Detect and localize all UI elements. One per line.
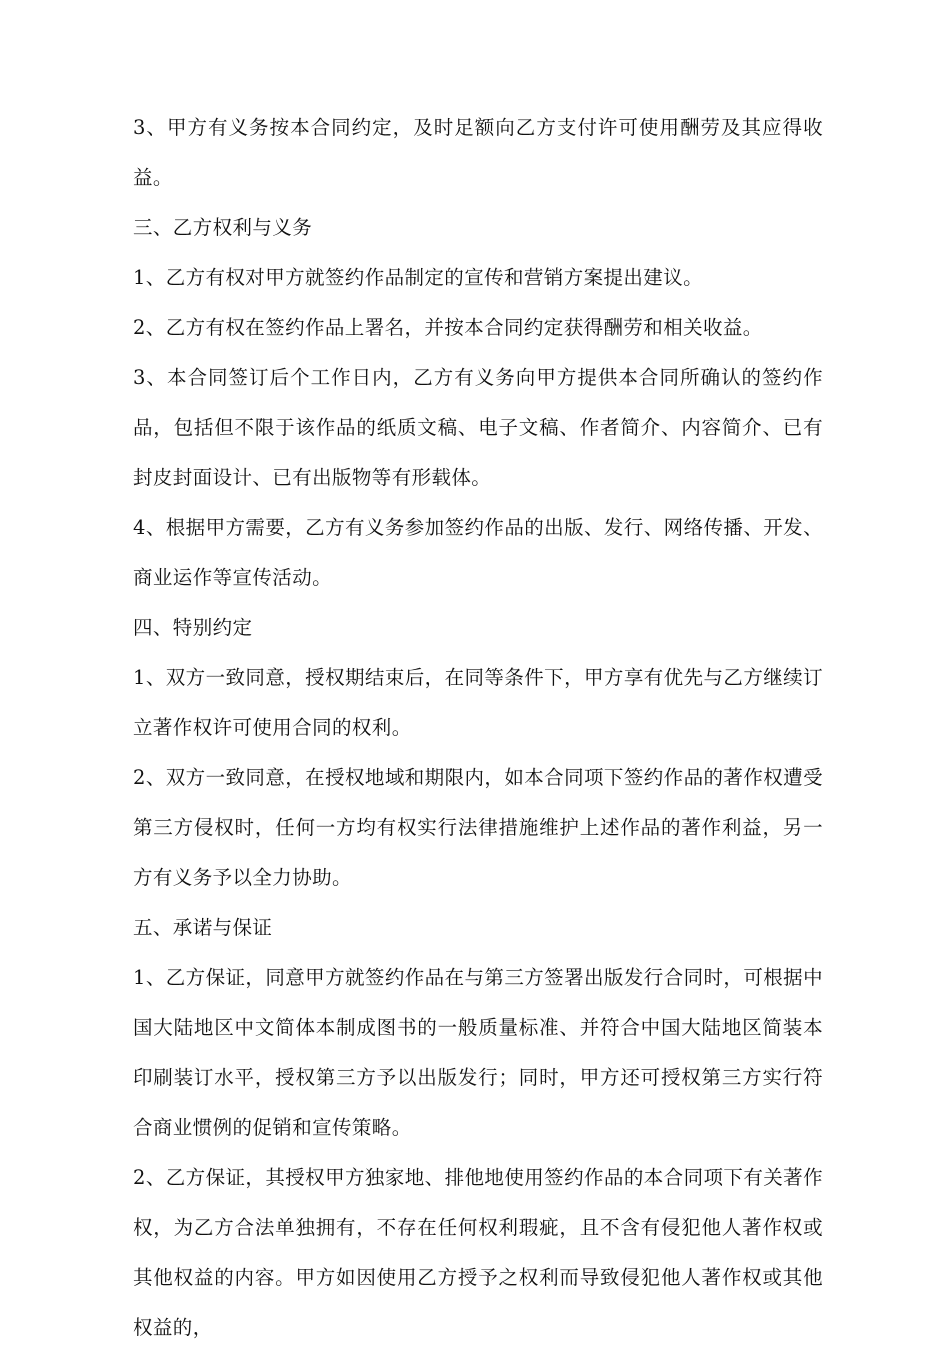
clause-3-1: 1、乙方有权对甲方就签约作品制定的宣传和营销方案提出建议。 [133,266,704,289]
clause-3-3: 3、本合同签订后个工作日内，乙方有义务向甲方提供本合同所确认的签约作品，包括但不限于该作品的纸质文稿、电子文稿、作者简介、内容简介、已有封皮封面设计、已有出版物等有形载体。 [133,366,823,489]
clause-3-4: 4、根据甲方需要，乙方有义务参加签约作品的出版、发行、网络传播、开发、商业运作等宣传活动。 [133,516,823,589]
clause-5-1: 1、乙方保证，同意甲方就签约作品在与第三方签署出版发行合同时，可根据中国大陆地区中文简体本制成图书的一般质量标准、并符合中国大陆地区简装本印刷装订水平，授权第三方予以出版发行；同时，甲方还可授权第三方实行符合商业惯例的促销和宣传策略。 [133,966,823,1139]
section-3-heading: 三、乙方权利与义务 [133,216,313,239]
clause-5-2: 2、乙方保证，其授权甲方独家地、排他地使用签约作品的本合同项下有关著作权，为乙方合法单独拥有，不存在任何权利瑕疵，且不含有侵犯他人著作权或其他权益的内容。甲方如因使用乙方授予之权利而导致侵犯他人著作权或其他权益的， [133,1166,823,1339]
document-body [133,103,823,1353]
section-4-heading: 四、特别约定 [133,616,253,639]
clause-4-1: 1、双方一致同意，授权期结束后，在同等条件下，甲方享有优先与乙方继续订立著作权许可使用合同的权利。 [133,666,823,739]
clause-4-2: 2、双方一致同意，在授权地域和期限内，如本合同项下签约作品的著作权遭受第三方侵权时，任何一方均有权实行法律措施维护上述作品的著作利益，另一方有义务予以全力协助。 [133,766,823,889]
section-5-heading: 五、承诺与保证 [133,916,273,939]
clause-3-2: 2、乙方有权在签约作品上署名，并按本合同约定获得酬劳和相关收益。 [133,316,763,339]
clause-2-3: 3、甲方有义务按本合同约定，及时足额向乙方支付许可使用酬劳及其应得收益。 [133,116,823,189]
